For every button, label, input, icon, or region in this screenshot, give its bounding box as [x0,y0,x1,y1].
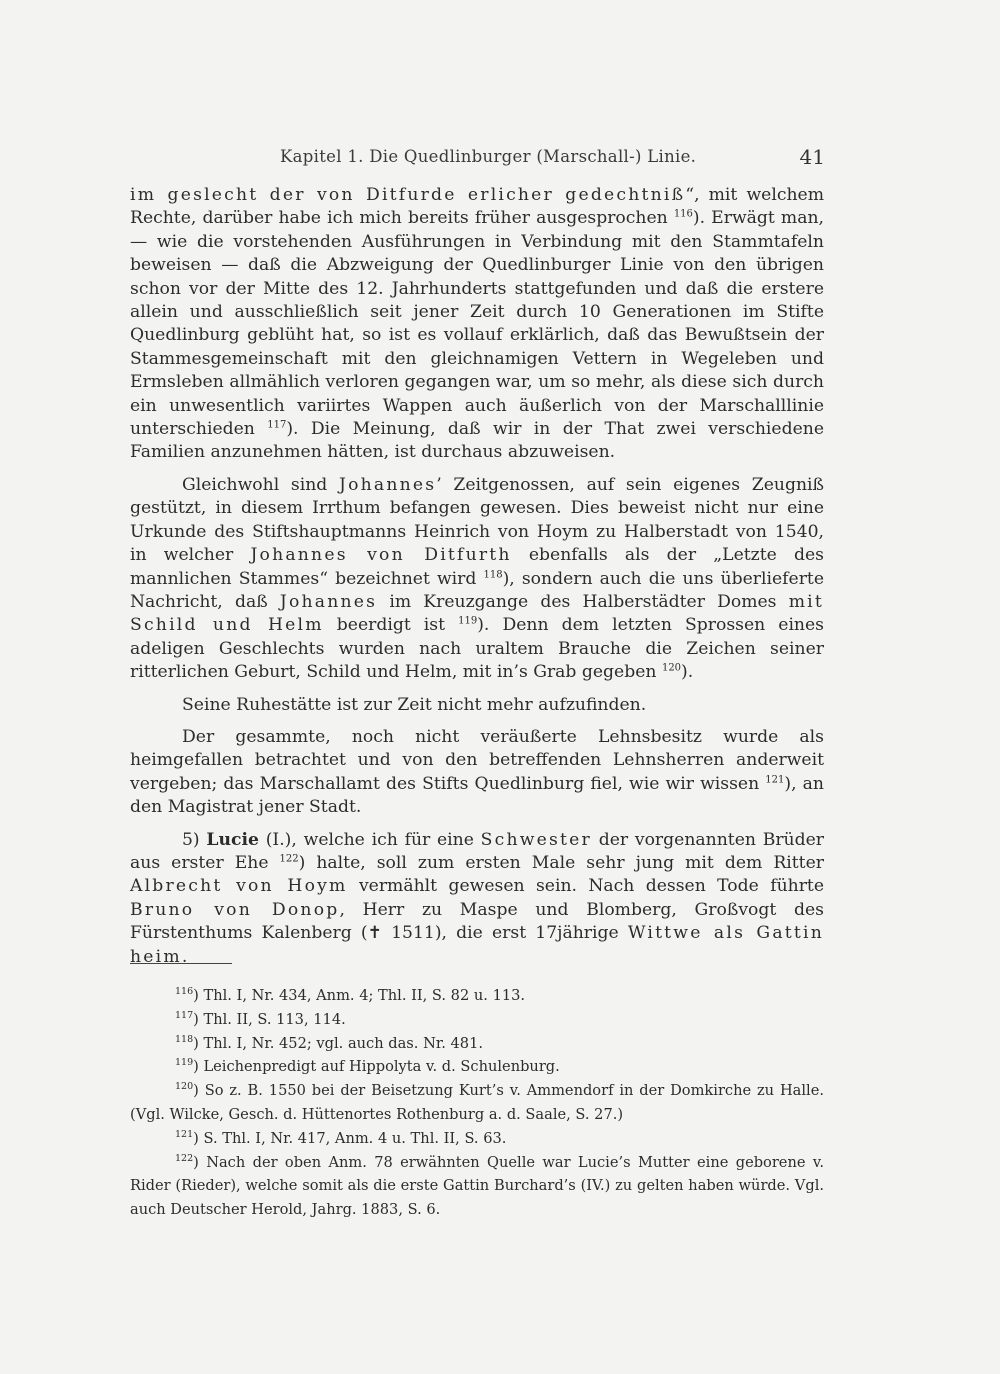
footnote-reference: 122 [279,853,299,865]
paragraph-text: , Herr zu Maspe und Blomberg, Großvogt des Fürstenthums Kalenberg (✝ 1511), die erst 17jährige [130,899,824,944]
paragraph-text: beerdigt ist [323,615,459,636]
paragraph-text: der vorgenannten Brüder aus erster Ehe [130,829,825,873]
paragraph-text: (I.), welche ich für eine [258,829,481,850]
footnote [130,1079,824,1127]
paragraph-text: ). Die Meinung, daß wir in der That zwei verschiedene Familien anzunehmen hätten, ist durchaus abzuweisen. [130,419,824,463]
footnote-reference: 116 [673,208,693,220]
footnote-text: ) So z. B. 1550 bei der Beisetzung Kurt’s v. Ammendorf in der Domkirche zu Halle. (Vgl. Wilcke, Gesch. d. Hüttenortes Rothenburg a. d. Saale, S. 27.) [130,1082,824,1123]
paragraph-text: ebenfalls als der „Letzte des mannlichen Stammes“ bezeichnet wird [130,545,824,589]
footnote-reference: 118 [483,568,503,580]
paragraph-text: Bruno von Donop [130,899,340,920]
footnote-text: ) Thl. I, Nr. 452; vgl. auch das. Nr. 481. [193,1034,483,1052]
paragraph-text: ). [681,662,694,683]
footnote-number: 119 [175,1057,194,1069]
footnote-number: 121 [175,1128,194,1140]
footnote-reference: 121 [765,774,785,786]
footnote-reference: 120 [661,662,682,674]
paragraph-text: im geslecht der von Ditfurde erlicher gedechtniß [130,185,686,205]
paragraph-text: vermählt gewesen sein. Nach dessen Tode führte [347,876,825,897]
footnote-text: ) S. Thl. I, Nr. 417, Anm. 4 u. Thl. II, S. 63. [193,1129,507,1147]
paragraph-text: Gleichwohl sind [182,474,339,495]
paragraph-text: ) halte, soll zum ersten Male sehr jung mit dem Ritter [298,852,824,873]
paragraph [130,726,824,820]
footnote-number: 116 [175,986,194,998]
footnote [130,1127,824,1151]
footnote-text: ) Leichenpredigt auf Hippolyta v. d. Schulenburg. [193,1058,560,1076]
footnote-reference: 119 [458,615,478,627]
footnote [130,1008,824,1032]
footnote [130,1055,824,1079]
paragraph-text: ’ Zeitgenossen, auf sein eigenes Zeugniß gestützt, in diesem Irrthum befangen gewesen. Dies beweist nicht nur eine Urkunde des Stiftshauptmanns Heinrich von Hoym zu Halberstadt von 1540, in welcher [130,474,824,566]
paragraph-text: ), an den Magistrat jener Stadt. [130,773,824,818]
page-number: 41 [799,145,825,169]
paragraph-text: “, mit welchem Rechte, darüber habe ich mich bereits früher ausgesprochen [130,185,824,229]
footnote-divider [130,963,232,964]
footnote-number: 118 [175,1033,194,1045]
paragraph-text: 5) [182,829,207,850]
footnote-text: ) Thl. I, Nr. 434, Anm. 4; Thl. II, S. 82 u. 113. [193,987,526,1004]
body-text [130,184,824,969]
paragraph-text: Johannes [338,474,437,495]
footnotes [130,984,824,1222]
footnote-text: ) Thl. II, S. 113, 114. [193,1010,346,1028]
footnote-number: 122 [175,1152,194,1164]
footnote-reference: 117 [267,419,287,431]
footnote-number: 117 [175,1009,194,1021]
paragraph-text: Johannes von Ditfurth [250,545,512,566]
paragraph [130,829,824,969]
paragraph-text: im Kreuzgange des Halberstädter Domes [377,591,789,612]
paragraph-text: Der gesammte, noch nicht veräußerte Lehnsbesitz wurde als heimgefallen betrachtet und von den betreffenden Lehnsherren anderweit vergeben; das Marschallamt des Stifts Quedlinburg fiel, wie wir wissen [130,726,824,794]
footnote-text: ) Nach der oben Anm. 78 erwähnten Quelle war Lucie’s Mutter eine geborene v. Rider (Rieder), welche somit als die erste Gattin Burchard’s (IV.) zu gelten haben würde. Vgl. auch Deutscher Herold, Jahrg. 1883, S. 6. [130,1153,824,1219]
paragraph [130,474,824,685]
paragraph-text: Wittwe als Gattin heim [130,923,824,967]
paragraph-text: Seine Ruhestätte ist zur Zeit nicht mehr aufzufinden. [182,694,647,715]
paragraph-text: ). Erwägt man, — wie die vorstehenden Ausführungen in Verbindung mit den Stammtafeln beweisen — daß die Abzweigung der Quedlinburger Linie von den übrigen schon vor der Mitte des 12. Jahrhunderts stattgefunden und daß die erstere allein und ausschließlich seit jener Zeit durch 10 Generationen im Stifte Quedlinburg geblüht hat, so ist es vollauf erklärlich, daß das Bewußtsein der Stammesgemeinschaft mit den gleichnamigen Vettern in Wegeleben und Ermsleben allmählich verloren gegangen war, um so mehr, als diese sich durch ein unwesentlich variirtes Wappen auch äußerlich von der Marschalllinie unterschieden [130,208,824,440]
paragraph-text: Albrecht von Hoym [130,876,348,897]
paragraph-text: Johannes [279,591,378,612]
footnote [130,1032,824,1056]
paragraph-text: mit Schild und Helm [130,591,824,636]
paragraph [130,694,824,717]
paragraph-text: Lucie [206,829,259,850]
paragraph-text: . [181,946,188,967]
paragraph-text: ), sondern auch die uns überlieferte Nachricht, daß [130,568,824,612]
running-head: Kapitel 1. Die Quedlinburger (Marschall-) Linie. [280,147,697,166]
paragraph [130,184,824,465]
paragraph-text: ). Denn dem letzten Sprossen eines adeligen Geschlechts wurden nach uraltem Brauche die Zeichen seiner ritterlichen Geburt, Schild und Helm, mit in’s Grab gegeben [130,615,824,683]
footnote-number: 120 [175,1081,194,1093]
footnote [130,984,824,1008]
footnote [130,1151,824,1222]
page-header [132,145,825,173]
paragraph-text: Schwester [480,829,592,850]
